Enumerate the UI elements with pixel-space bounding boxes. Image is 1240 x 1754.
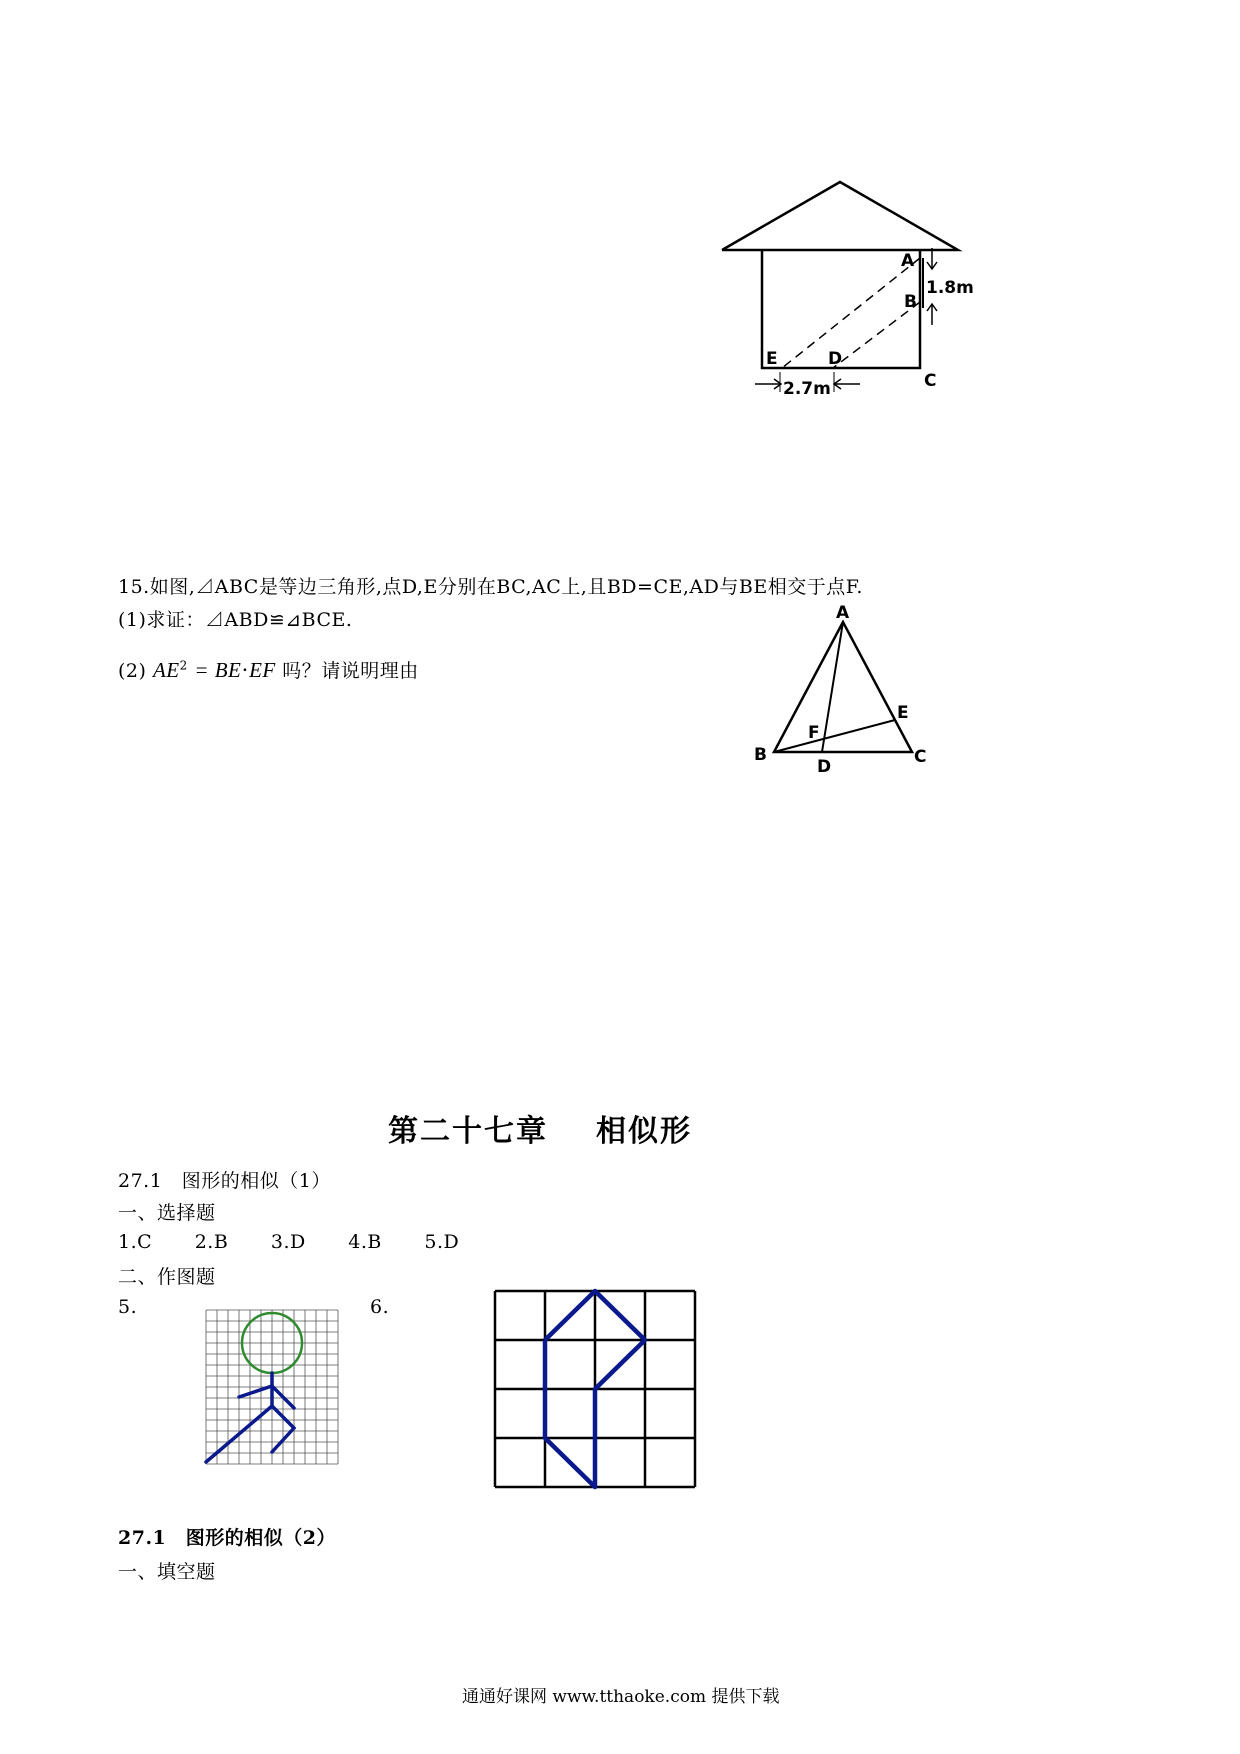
problem15-statement: 15.如图,⊿ABC是等边三角形,点D,E分别在BC,AC上,且BD=CE,AD与BE相交于点F.: [118, 576, 863, 598]
section1-answers: [118, 1231, 495, 1253]
chapter-title: 第二十七章 相似形: [388, 1114, 692, 1149]
house-label-B: B: [904, 292, 917, 312]
ray-AE: [782, 258, 920, 368]
section1-part-draw: 二、作图题: [118, 1266, 216, 1288]
problem15-part1: (1)求证：⊿ABD≌⊿BCE.: [118, 609, 353, 631]
section1-part-choice: 一、选择题: [118, 1202, 216, 1224]
house-label-D: D: [828, 349, 843, 369]
house-label-A: A: [901, 251, 915, 271]
q6-label: 6.: [370, 1296, 390, 1318]
footer-text: 通通好课网 www.tthaoke.com 提供下载: [462, 1687, 780, 1707]
tri-label-D: D: [817, 757, 832, 777]
answer-5: 5.D: [424, 1231, 460, 1253]
stick-figure-grid: [206, 1310, 338, 1466]
house-diagram: [700, 170, 980, 410]
tri-label-E: E: [897, 703, 909, 723]
answer-2: 2.B: [194, 1231, 229, 1253]
q5-label: 5.: [118, 1296, 138, 1318]
tri-label-C: C: [914, 747, 927, 767]
segment-BE: [774, 720, 895, 752]
tri-label-F: F: [808, 723, 820, 743]
triangle-ABC: [774, 622, 912, 752]
section2-heading: 27.1 图形的相似（2）: [118, 1527, 336, 1549]
house-label-E: E: [766, 349, 778, 369]
house-roof: [722, 182, 958, 250]
section2-part-fill: 一、填空题: [118, 1561, 216, 1583]
house-height-label: 1.8m: [926, 278, 974, 298]
house-label-C: C: [924, 371, 937, 391]
shape-grid: [492, 1288, 702, 1494]
answer-1: 1.C: [118, 1231, 153, 1253]
house-width-label: 2.7m: [783, 379, 831, 399]
triangle-diagram: [740, 600, 940, 790]
tri-label-A: A: [836, 603, 850, 623]
section1-heading: 27.1 图形的相似（1）: [118, 1170, 331, 1192]
tri-label-B: B: [754, 745, 767, 765]
answer-4: 4.B: [348, 1231, 382, 1253]
problem15-part2: (2) $AE^2 = BE\cdot EF$ 吗？请说明理由: [118, 658, 419, 682]
answer-3: 3.D: [270, 1231, 306, 1253]
